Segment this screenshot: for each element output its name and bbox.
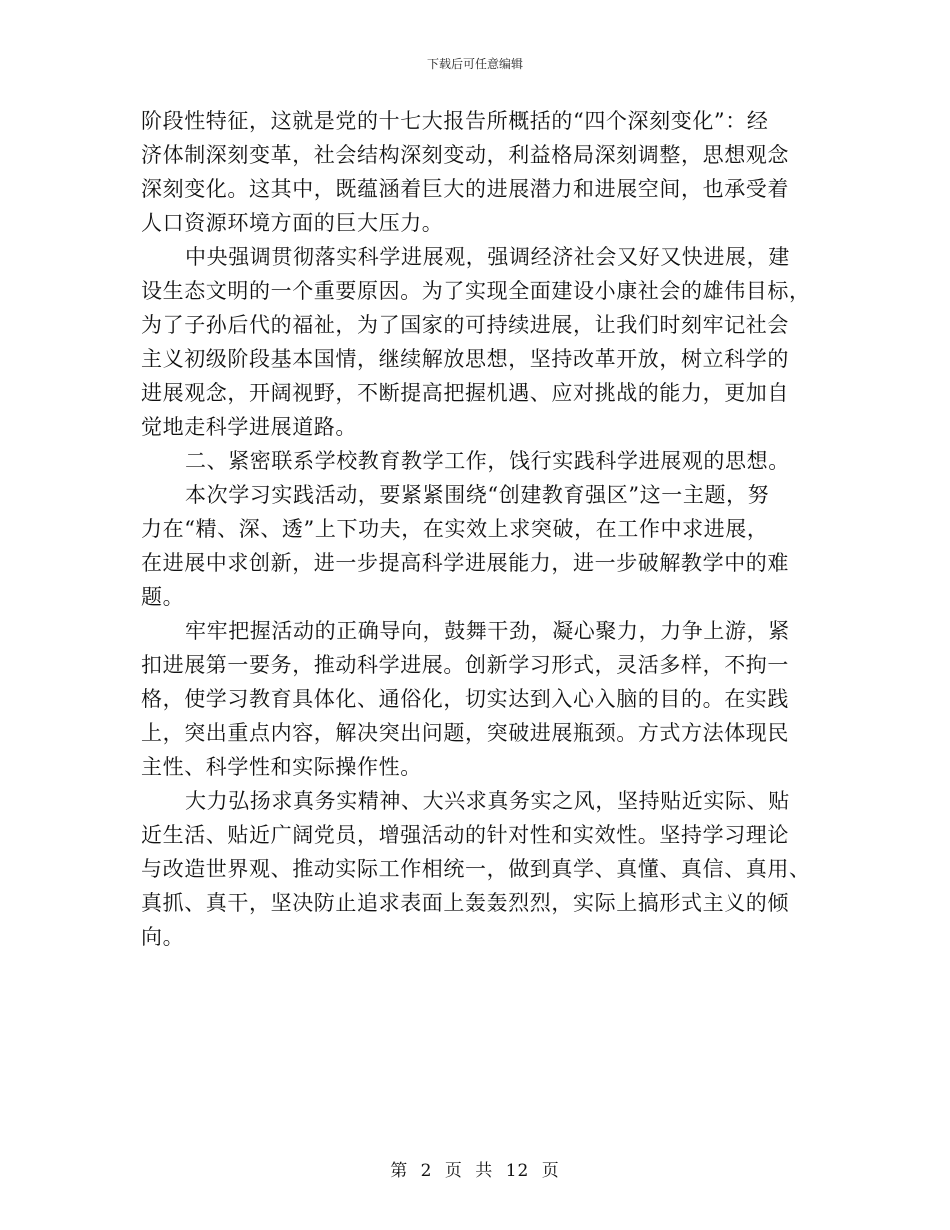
footer-total-label: 共 — [475, 1161, 494, 1181]
page-header: 下载后可任意编辑 — [426, 57, 523, 71]
text-line: 真抓、真干，坚决防止追求表面上轰轰烈烈，实际上搞形式主义的倾 — [141, 891, 789, 915]
document-body — [141, 104, 811, 954]
text-line: 近生活、贴近广阔党员，增强活动的针对性和实效性。坚持学习理论 — [141, 823, 789, 847]
text-line: 扣进展第一要务，推动科学进展。创新学习形式，灵活多样，不拘一 — [141, 653, 789, 677]
text-line: 在进展中求创新，进一步提高科学进展能力，进一步破解教学中的难 — [141, 551, 789, 575]
section-heading — [141, 444, 811, 478]
text-line: 主义初级阶段基本国情，继续解放思想，坚持改革开放，树立科学的 — [141, 347, 789, 371]
text-line: 力在“精、深、透”上下功夫，在实效上求突破，在工作中求进展， — [141, 517, 769, 541]
paragraph — [141, 478, 811, 614]
text-line: 向。 — [141, 925, 185, 949]
text-line: 阶段性特征，这就是党的十七大报告所概括的“四个深刻变化”：经 — [141, 109, 769, 133]
text-line: 上，突出重点内容，解决突出问题，突破进展瓶颈。方式方法体现民 — [141, 721, 789, 745]
paragraph — [141, 240, 811, 444]
footer-prefix: 第 — [390, 1161, 409, 1181]
paragraph — [141, 614, 811, 784]
paragraph — [141, 784, 811, 954]
footer-suffix: 页 — [541, 1161, 560, 1181]
text-line: 题。 — [141, 585, 185, 609]
text-line: 二、紧密联系学校教育教学工作，饯行实践科学进展观的思想。 — [185, 449, 790, 473]
text-line: 人口资源环境方面的巨大压力。 — [141, 211, 444, 235]
total-page-count: 12 — [505, 1161, 530, 1181]
paragraph — [141, 104, 811, 240]
text-line: 觉地走科学进展道路。 — [141, 415, 357, 439]
text-line: 设生态文明的一个重要原因。为了实现全面建设小康社会的雄伟目标， — [141, 279, 811, 303]
text-line: 中央强调贯彻落实科学进展观，强调经济社会又好又快进展，建 — [185, 245, 790, 269]
footer-page-label: 页 — [444, 1161, 463, 1181]
text-line: 为了子孙后代的福祉，为了国家的可持续进展，让我们时刻牢记社会 — [141, 313, 789, 337]
text-line: 主性、科学性和实际操作性。 — [141, 755, 422, 779]
text-line: 本次学习实践活动，要紧紧围绕“创建教育强区”这一主题，努 — [185, 483, 770, 507]
text-line: 牢牢把握活动的正确导向，鼓舞干劲，凝心聚力，力争上游，紧 — [185, 619, 790, 643]
text-line: 大力弘扬求真务实精神、大兴求真务实之风，坚持贴近实际、贴 — [185, 789, 790, 813]
text-line: 与改造世界观、推动实际工作相统一，做到真学、真懂、真信、真用、 — [141, 857, 811, 881]
text-line: 深刻变化。这其中，既蕴涵着巨大的进展潜力和进展空间，也承受着 — [141, 177, 789, 201]
page-footer — [0, 1156, 950, 1181]
text-line: 济体制深刻变革，社会结构深刻变动，利益格局深刻调整，思想观念 — [141, 143, 789, 167]
current-page-number: 2 — [420, 1161, 433, 1181]
text-line: 进展观念，开阔视野，不断提高把握机遇、应对挑战的能力，更加自 — [141, 381, 789, 405]
text-line: 格，使学习教育具体化、通俗化，切实达到入心入脑的目的。在实践 — [141, 687, 789, 711]
